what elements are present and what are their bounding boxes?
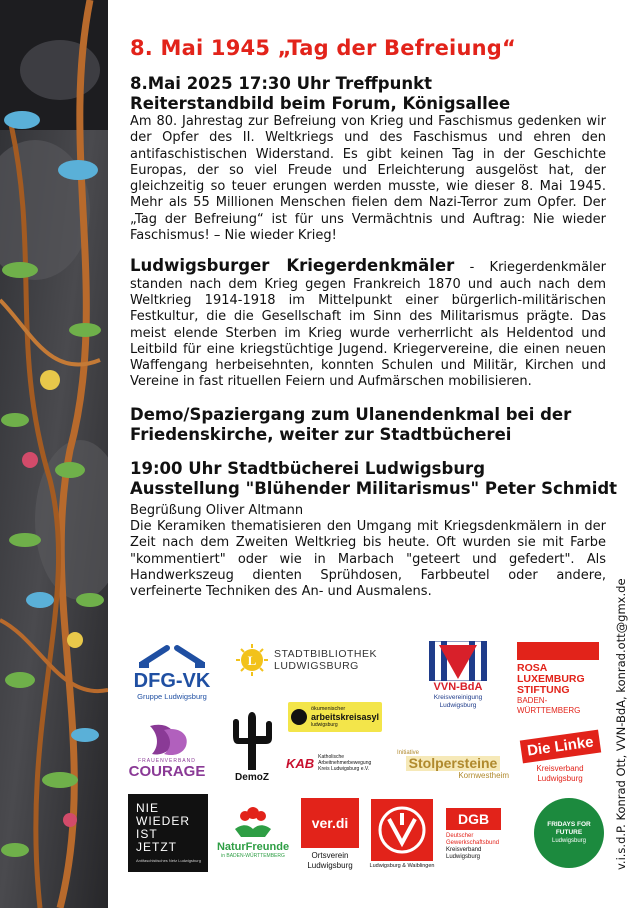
asyl-text xyxy=(311,706,379,728)
linke-l2: Ludwigsburg xyxy=(537,773,583,783)
vvn-name: VVN-BdA xyxy=(433,680,483,693)
logo-ig-metall xyxy=(366,796,438,872)
event1-date: 8.Mai 2025 17:30 Uhr Treffpunkt xyxy=(130,74,432,93)
logo-stolpersteine xyxy=(397,748,509,782)
courage-name: COURAGE xyxy=(128,763,206,780)
dfg-name: DFG-VK xyxy=(133,669,211,692)
igm-sub: Ludwigsburg & Waiblingen xyxy=(369,863,435,869)
page-title: 8. Mai 1945 „Tag der Befreiung“ xyxy=(130,36,516,60)
logo-vvn-bda xyxy=(424,640,492,710)
event2-greeting: Begrüßung Oliver Altmann xyxy=(130,502,304,518)
event2-time-location: 19:00 Uhr Stadtbücherei Ludwigsburg xyxy=(130,458,486,478)
asyl-l2: arbeitskreisasyl xyxy=(310,712,380,722)
vvn-l1: Kreisvereinigung xyxy=(433,693,483,701)
kab-l2: Kreis Ludwigsburg e.V. xyxy=(318,766,370,772)
demo-line1: Demo/Spaziergang zum Ulanendenkmal bei der xyxy=(130,404,572,424)
nie-sub: Antifaschistisches Netz Ludwigsburg xyxy=(136,858,201,863)
rosa-l1: ROSA xyxy=(517,662,548,674)
cactus-icon xyxy=(230,708,274,772)
fff-l2: Ludwigsburg xyxy=(551,838,587,844)
stadtbib-text xyxy=(274,648,377,672)
asyl-dot-icon xyxy=(291,709,307,725)
rosa-l2: LUXEMBURG xyxy=(517,673,585,685)
event2-text: Die Keramiken thematisieren den Umgang mit Kriegsdenkmälern in der Zeit nach dem Zweiten Weltkrieg bis heute. Oft wurden sie mit Farbe "kommentiert" oder wie in Marbach "geteert und gefedert". Als Handwerkszeug dienten Sprühdosen, Farbbeutel oder andere, verfeinerte Techniken des An- und Ausmalens. xyxy=(130,519,606,600)
dgb-name: DGB xyxy=(446,808,501,830)
dgb-l2: Gewerkschaftsbund xyxy=(446,839,500,846)
logo-naturfreunde xyxy=(214,796,292,868)
vvn-l2: Ludwigsburg xyxy=(439,701,477,709)
kab-mark: KAB xyxy=(286,755,315,771)
dfg-sub: Gruppe Ludwigsburg xyxy=(137,691,207,701)
demoz-name: DemoZ xyxy=(235,771,269,783)
logo-nie-wieder-ist-jetzt xyxy=(128,794,208,872)
stolper-name: Stolpersteine xyxy=(406,756,501,771)
kab-l1: Katholische Arbeitnehmerbewegung xyxy=(318,754,372,766)
section2-text: - Kriegerdenkmäler standen nach dem Krieg gegen Frankreich 1870 und auch nach dem Weltkrieg 1914-1918 im Mittelpunkt einer bürgerlich-militärischen Festkultur, die die Gesellschaft im Sinn des Militarismus prägte. Das meist elende Sterben im Krieg wurde verherrlicht als Heldentod und Leitbild für eine kriegstüchtige Jugend. Kriegervereine, die einen neuen Waffengang herbeisehnten, konnten Schulen und Militär, Kirchen und Vereine in fast rituellen Feiern und Aufmärschen mobilisieren. xyxy=(130,260,606,390)
naturfreunde-name: NaturFreunde xyxy=(216,841,290,853)
rosa-red-bar xyxy=(517,642,599,660)
courage-small: FRAUENVERBAND xyxy=(138,758,196,764)
dgb-l4: Ludwigsburg xyxy=(446,853,481,860)
asyl-l1: ökumenischer xyxy=(310,706,346,712)
event1-text: Am 80. Jahrestag zur Befreiung von Krieg und Faschismus gedenken wir der Opfer des II. Weltkriegs und des Faschismus und ehren den antifaschistischen Widerstand. Es gibt keinen Tag in der Geschichte Europas, der so viel Freude und Erleichterung ausgelöst hat, der gleichzeitig so teuer erungen werden musste, wie dieser 8. Mai 1945. Mehr als 55 Millionen Menschen fielen dem Nazi-Terror zum Opfer. Der „Tag der Befreiung“ ist für uns Vermächtnis und Auftrag: Nie wieder Faschismus! – Nie wieder Krieg! xyxy=(130,114,606,244)
verdi-l2: Ludwigsburg xyxy=(307,860,353,870)
logo-fridays-for-future xyxy=(534,798,604,868)
broken-rifle-icon xyxy=(137,642,207,670)
logo-die-linke xyxy=(517,730,603,788)
verdi-l1: Ortsverein xyxy=(311,850,349,860)
ig-metall-icon xyxy=(371,799,433,861)
library-sun-icon xyxy=(236,644,268,676)
event2-exhibition-title: Ausstellung "Blühender Militarismus" Peter Schmidt xyxy=(130,478,618,498)
handshake-flower-icon xyxy=(233,805,273,841)
logo-rosa-luxemburg xyxy=(517,640,603,718)
linke-name: Die Linke xyxy=(519,729,600,763)
logo-arbeitskreis-asyl xyxy=(288,702,382,732)
svg-text:L: L xyxy=(247,653,257,668)
rosa-l3: STIFTUNG xyxy=(517,684,570,696)
stolper-sub: Kornwestheim xyxy=(458,771,509,780)
logo-dgb xyxy=(446,796,526,872)
logo-kab xyxy=(286,746,390,780)
fff-l1: FRIDAYS FOR FUTURE xyxy=(547,821,591,836)
logo-verdi xyxy=(298,796,362,872)
stadtbib-l2: LUDWIGSBURG xyxy=(274,660,359,672)
logo-stadtbibliothek xyxy=(236,642,388,678)
demo-line2: Friedenskirche, weiter zur Stadtbücherei xyxy=(130,424,512,444)
dgb-l3: Kreisverband xyxy=(446,846,482,853)
rosa-l4: BADEN- xyxy=(517,696,548,705)
event1-location: Reiterstandbild beim Forum, Königsallee xyxy=(130,94,511,113)
verdi-name: ver.di xyxy=(301,798,359,848)
dgb-l1: Deutscher xyxy=(446,832,474,839)
nie-l4: JETZT xyxy=(136,840,177,854)
linke-l1: Kreisverband xyxy=(536,763,584,773)
rosa-l5: WÜRTTEMBERG xyxy=(517,706,581,715)
nie-l2: WIEDER xyxy=(136,814,190,828)
vvn-triangle-icon xyxy=(429,641,487,681)
logo-demoz xyxy=(222,704,282,786)
section2-heading: Ludwigsburger Kriegerdenkmäler xyxy=(130,256,455,276)
logo-dfg-vk xyxy=(128,640,216,702)
stolper-small: Initiative xyxy=(397,750,420,756)
imprint: v.i.s.d.P. Konrad Ott, VVN-BdA, konrad.ott@gmx.de xyxy=(614,578,628,870)
logo-courage xyxy=(126,718,208,784)
nie-l1: NIE xyxy=(136,801,160,815)
nie-l3: IST xyxy=(136,827,158,841)
courage-faces-icon xyxy=(144,722,190,758)
asyl-l3: ludwigsburg xyxy=(310,722,338,728)
naturfreunde-sub: in BADEN-WÜRTTEMBERG xyxy=(221,853,285,859)
kab-text xyxy=(318,754,390,772)
stadtbib-l1: STADTBIBLIOTHEK xyxy=(274,648,377,660)
